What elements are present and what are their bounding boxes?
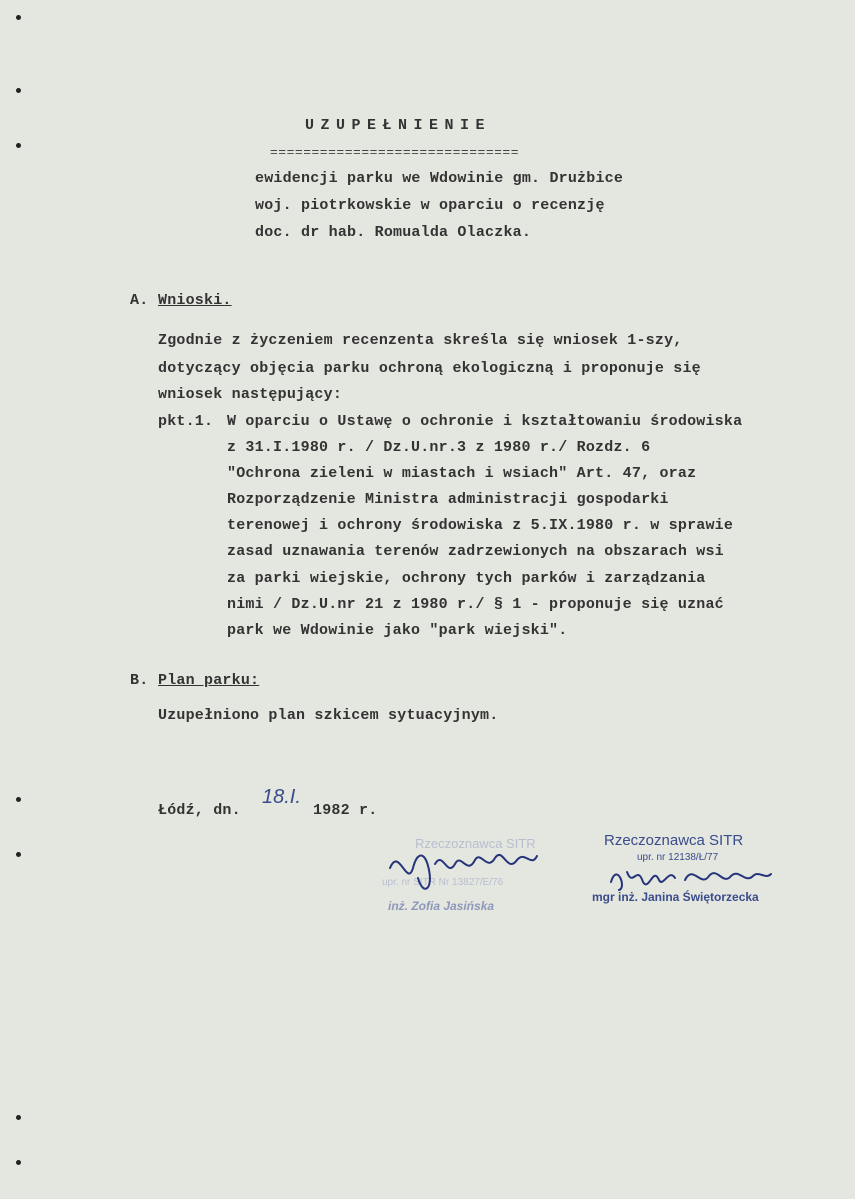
point-line: za parki wiejskie, ochrony tych parków i zarządzania	[227, 570, 706, 587]
left-stamp-name: inż. Zofia Jasińska	[388, 899, 495, 913]
punch-hole	[16, 143, 21, 148]
punch-hole	[16, 797, 21, 802]
left-signature-icon	[385, 838, 545, 898]
right-stamp-number: upr. nr 12138/Ł/77	[637, 852, 719, 863]
point-line: zasad uznawania terenów zadrzewionych na obszarach wsi	[227, 543, 724, 560]
point-label: pkt.1.	[158, 413, 214, 430]
section-a-marker: A.	[130, 292, 149, 309]
subtitle-line-2: woj. piotrkowskie w oparciu o recenzję	[255, 197, 605, 214]
left-stamp-title: Rzeczoznawca SITR	[415, 836, 536, 851]
section-b-heading: Plan parku:	[158, 672, 260, 689]
point-line: Rozporządzenie Ministra administracji gospodarki	[227, 491, 669, 508]
section-a-intro-line: wniosek następujący:	[158, 386, 343, 403]
point-line: W oparciu o Ustawę o ochronie i kształtowaniu środowiska	[227, 413, 743, 430]
point-line: "Ochrona zieleni w miastach i wsiach" Art. 47, oraz	[227, 465, 697, 482]
section-a-heading: Wnioski.	[158, 292, 232, 309]
date-year: 1982 r.	[313, 802, 378, 819]
point-line: terenowej i ochrony środowiska z 5.IX.1980 r. w sprawie	[227, 517, 734, 534]
date-handwritten: 18.I.	[262, 786, 301, 808]
document-title: UZUPEŁNIENIE	[305, 117, 492, 134]
point-line: nimi / Dz.U.nr 21 z 1980 r./ § 1 - proponuje się uznać	[227, 596, 724, 613]
subtitle-line-1: ewidencji parku we Wdowinie gm. Drużbice	[255, 170, 624, 187]
title-underline: ==============================	[270, 145, 520, 160]
punch-hole	[16, 88, 21, 93]
punch-hole	[16, 15, 21, 20]
subtitle-line-3: doc. dr hab. Romualda Olaczka.	[255, 224, 532, 241]
section-b-text: Uzupełniono plan szkicem sytuacyjnym.	[158, 707, 499, 724]
right-stamp-name: mgr inż. Janina Świętorzecka	[592, 890, 759, 904]
date-prefix: Łódź, dn.	[158, 802, 241, 819]
section-a-intro-line: Zgodnie z życzeniem recenzenta skreśla się wniosek 1-szy,	[158, 332, 683, 349]
left-stamp-number: upr. nr SITR Nr 13827/E/76	[382, 877, 504, 888]
section-a-intro-line: dotyczący objęcia parku ochroną ekologiczną i proponuje się	[158, 360, 701, 377]
punch-hole	[16, 1160, 21, 1165]
right-stamp-title: Rzeczoznawca SITR	[604, 832, 744, 849]
punch-hole	[16, 1115, 21, 1120]
right-signature-icon	[605, 858, 775, 898]
point-line: z 31.I.1980 r. / Dz.U.nr.3 z 1980 r./ Rozdz. 6	[227, 439, 651, 456]
punch-hole	[16, 852, 21, 857]
point-line: park we Wdowinie jako "park wiejski".	[227, 622, 568, 639]
section-b-marker: B.	[130, 672, 149, 689]
